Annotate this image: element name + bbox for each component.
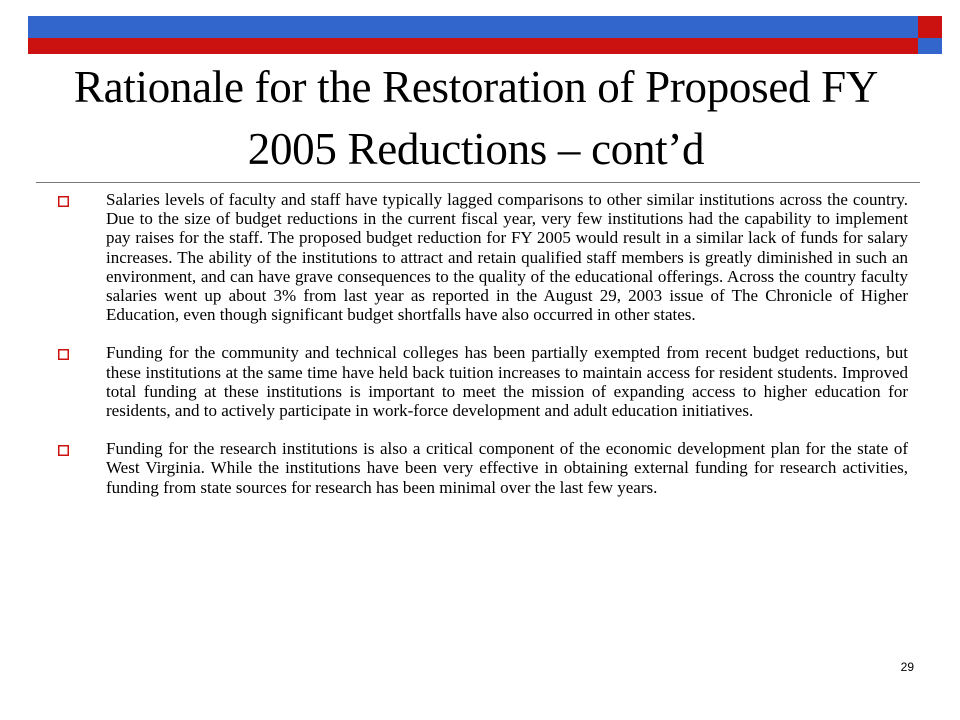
bullet-text: Funding for the research institutions is also a critical component of the economic development plan for the state of West Virginia. While the institutions have been very effective in obtaining external funding for research activities, funding from state sources for research has been minimal over the last few years.: [106, 439, 908, 497]
bullet-text: Salaries levels of faculty and staff have typically lagged comparisons to other similar institutions across the country. Due to the size of budget reductions in the current fiscal year, very few institutions had the capability to implement pay raises for the staff. The proposed budget reduction for FY 2005 would result in a similar lack of funds for salary increases. The ability of the institutions to attract and retain qualified staff members is greatly diminished in such an environment, and can have grave consequences to the quality of the educational offerings. Across the country faculty salaries went up about 3% from last year as reported in the August 29, 2003 issue of The Chronicle of Higher Education, even though significant budget shortfalls have also occurred in other states.: [106, 190, 908, 325]
slide-title: Rationale for the Restoration of Proposed FY 2005 Reductions – cont’d: [73, 62, 879, 174]
header-blue-bar: [28, 16, 918, 38]
bullet-item-community-colleges: [58, 343, 908, 420]
header-corner-blue-square: [918, 38, 942, 54]
hollow-square-bullet-icon: [58, 196, 69, 207]
header-corner-red-square: [918, 16, 942, 38]
hollow-square-bullet-icon: [58, 349, 69, 360]
bullet-text: Funding for the community and technical colleges has been partially exempted from recent budget reductions, but these institutions at the same time have held back tuition increases to maintain access for resident students. Improved total funding at these institutions is important to meet the mission of expanding access to higher education for residents, and to actively participate in work-force development and adult education initiatives.: [106, 343, 908, 421]
bullet-item-salaries: [58, 190, 908, 324]
header-red-bar: [28, 38, 918, 54]
bullet-item-research-institutions: [58, 439, 908, 497]
bullet-list: [58, 190, 908, 516]
page-number: 29: [900, 660, 914, 674]
hollow-square-bullet-icon: [58, 445, 69, 456]
title-divider: [36, 182, 920, 183]
